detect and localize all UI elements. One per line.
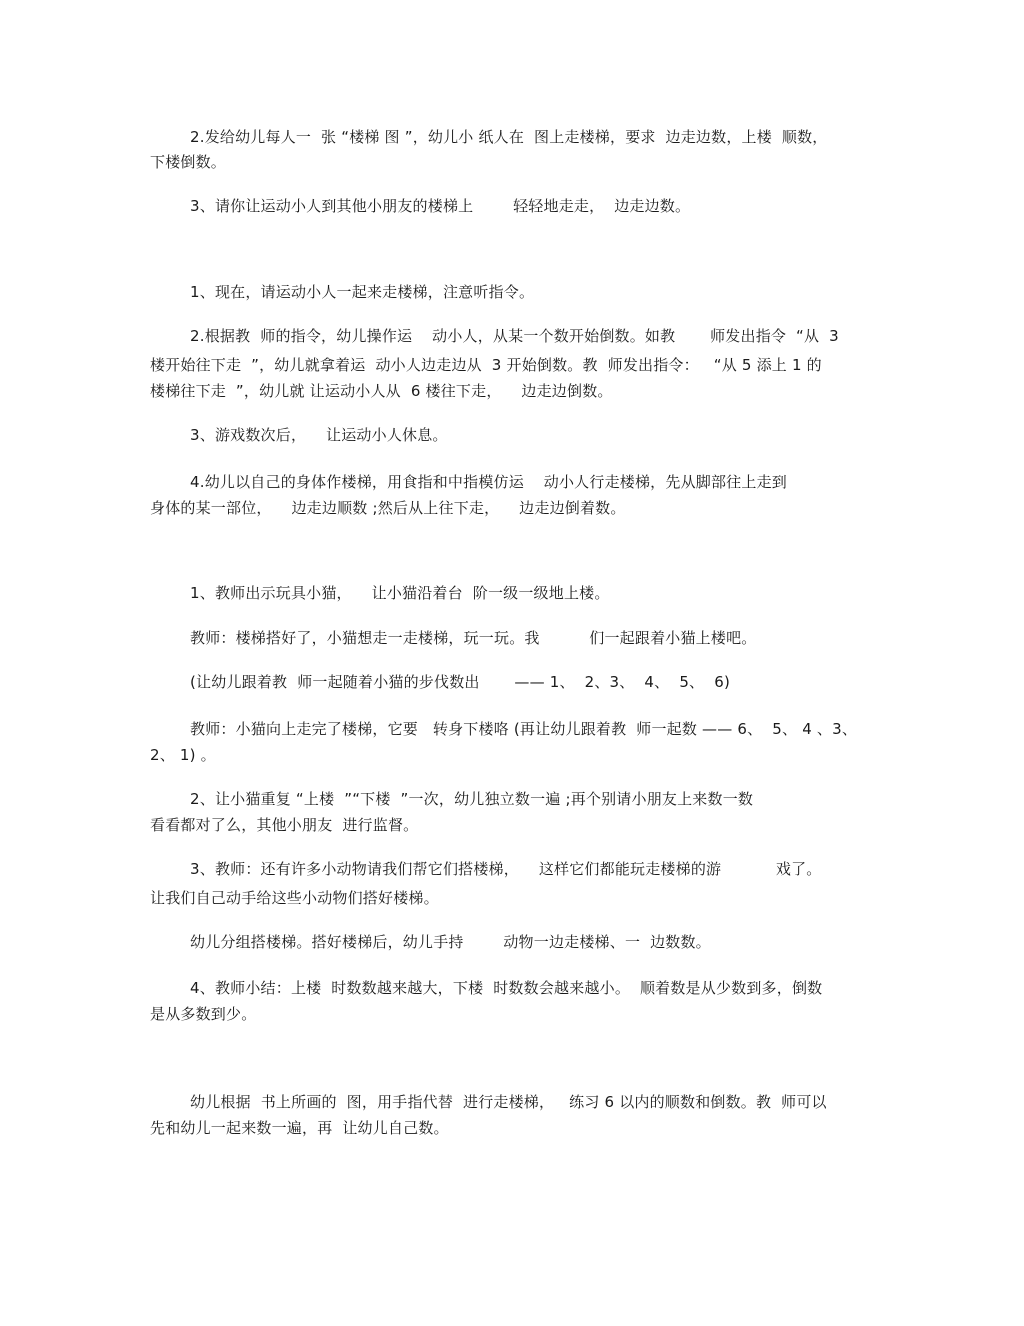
paragraph-line: 1、教师出示玩具小猫， 让小猫沿着台 阶一级一级地上楼。 (190, 584, 610, 602)
paragraph-line: 2.根据教 师的指令，幼儿操作运 动小人，从某一个数开始倒数。如教 师发出指令 “从 3 (190, 327, 839, 345)
paragraph-line: 教师：小猫向上走完了楼梯，它要 转身下楼咯 (再让幼儿跟着教 师一起数 —— 6、 5、 4 、3、 (190, 720, 858, 738)
paragraph-line: 3、请你让运动小人到其他小朋友的楼梯上 轻轻地走走， 边走边数。 (190, 197, 691, 215)
paragraph-line: 2.发给幼儿每人一 张 “楼梯 图 ”，幼儿小 纸人在 图上走楼梯，要求 边走边数，上楼 顺数， (190, 128, 828, 146)
paragraph-line: 幼儿分组搭楼梯。搭好楼梯后，幼儿手持 动物一边走楼梯、一 边数数。 (190, 933, 711, 951)
paragraph-line: 是从多数到少。 (150, 1005, 257, 1023)
paragraph-line: (让幼儿跟着教 师一起随着小猫的步伐数出 —— 1、 2、3、 4、 5、 6) (190, 673, 730, 691)
paragraph-line: 让我们自己动手给这些小动物们搭好楼梯。 (150, 889, 439, 907)
paragraph-line: 教师：楼梯搭好了，小猫想走一走楼梯，玩一玩。我 们一起跟着小猫上楼吧。 (190, 629, 757, 647)
paragraph-line: 看看都对了么，其他小朋友 进行监督。 (150, 816, 419, 834)
paragraph-line: 下楼倒数。 (150, 153, 227, 171)
paragraph-line: 身体的某一部位， 边走边顺数 ;然后从上往下走， 边走边倒着数。 (150, 499, 626, 517)
paragraph-line: 2、让小猫重复 “上楼 ”“下楼 ”一次，幼儿独立数一遍 ;再个别请小朋友上来数一数 (190, 790, 754, 808)
paragraph-line: 3、教师：还有许多小动物请我们帮它们搭楼梯， 这样它们都能玩走楼梯的游 戏了。 (190, 860, 822, 878)
paragraph-line: 2、 1) 。 (150, 746, 216, 764)
paragraph-line: 3、游戏数次后， 让运动小人休息。 (190, 426, 448, 444)
paragraph-line: 4、教师小结：上楼 时数数越来越大，下楼 时数数会越来越小。 顺着数是从少数到多，倒数 (190, 979, 823, 997)
paragraph-line: 楼开始往下走 ”，幼儿就拿着运 动小人边走边从 3 开始倒数。教 师发出指令： “从 5 添上 1 的 (150, 356, 822, 374)
paragraph-line: 幼儿根据 书上所画的 图，用手指代替 进行走楼梯， 练习 6 以内的顺数和倒数。教 师可以 (190, 1093, 827, 1111)
paragraph-line: 4.幼儿以自己的身体作楼梯，用食指和中指模仿运 动小人行走楼梯，先从脚部往上走到 (190, 473, 787, 491)
paragraph-line: 先和幼儿一起来数一遍，再 让幼儿自己数。 (150, 1119, 449, 1137)
paragraph-line: 1、现在，请运动小人一起来走楼梯，注意听指令。 (190, 283, 535, 301)
paragraph-line: 楼梯往下走 ”，幼儿就 让运动小人从 6 楼往下走， 边走边倒数。 (150, 382, 613, 400)
